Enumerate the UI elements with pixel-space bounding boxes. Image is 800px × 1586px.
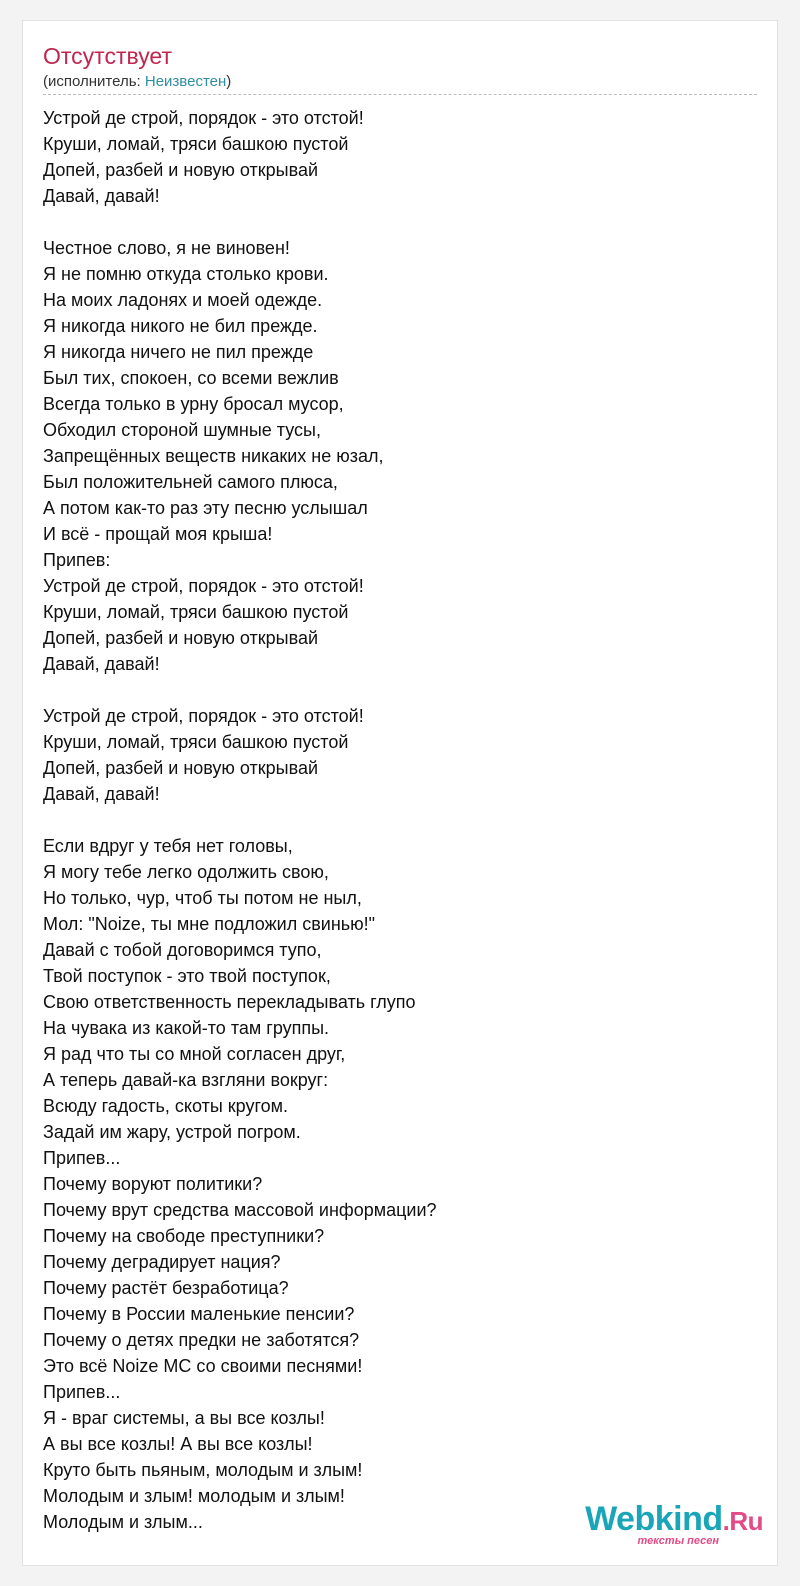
lyrics-card	[22, 20, 778, 1566]
lyrics-line: Почему воруют политики?	[43, 1174, 263, 1194]
lyrics-line: Почему растёт безработица?	[43, 1278, 289, 1298]
lyrics-line: Задай им жару, устрой погром.	[43, 1122, 301, 1142]
lyrics-line: Был тих, спокоен, со всеми вежлив	[43, 368, 339, 388]
lyrics-line: Почему деградирует нация?	[43, 1252, 281, 1272]
lyrics-line: Свою ответственность перекладывать глупо	[43, 992, 416, 1012]
logo-tld: .Ru	[722, 1506, 763, 1536]
logo-main-text: Webkind	[585, 1500, 723, 1538]
dashed-divider	[43, 94, 757, 95]
lyrics-line: Устрой де строй, порядок - это отстой!	[43, 576, 364, 596]
lyrics-line: На моих ладонях и моей одежде.	[43, 290, 323, 310]
lyrics-line: Я никогда никого не бил прежде.	[43, 316, 318, 336]
lyrics-line: Почему на свободе преступники?	[43, 1226, 325, 1246]
artist-prefix: (исполнитель:	[43, 73, 145, 90]
lyrics-text	[43, 105, 437, 1535]
lyrics-line: Молодым и злым! молодым и злым!	[43, 1486, 345, 1506]
lyrics-line: Допей, разбей и новую открывай	[43, 758, 319, 778]
lyrics-line: Устрой де строй, порядок - это отстой!	[43, 706, 364, 726]
lyrics-line: Почему врут средства массовой информации?	[43, 1200, 437, 1220]
artist-suffix: )	[226, 73, 232, 90]
lyrics-line: Давай, давай!	[43, 784, 160, 804]
lyrics-line: Честное слово, я не виновен!	[43, 238, 290, 258]
lyrics-line: А потом как-то раз эту песню услышал	[43, 498, 368, 518]
song-title: Отсутствует	[43, 43, 172, 69]
lyrics-blank-line	[43, 209, 437, 235]
lyrics-line: Я - враг системы, а вы все козлы!	[43, 1408, 325, 1428]
lyrics-line: Твой поступок - это твой поступок,	[43, 966, 331, 986]
site-logo[interactable]	[563, 1499, 763, 1547]
lyrics-line: На чувака из какой-то там группы.	[43, 1018, 330, 1038]
lyrics-line: Всюду гадость, скоты кругом.	[43, 1096, 289, 1116]
lyrics-line: Но только, чур, чтоб ты потом не ныл,	[43, 888, 362, 908]
lyrics-line: Я могу тебе легко одолжить свою,	[43, 862, 329, 882]
artist-line	[43, 72, 231, 92]
lyrics-line: Я не помню откуда столько крови.	[43, 264, 329, 284]
lyrics-line: Запрещённых веществ никаких не юзал,	[43, 446, 384, 466]
lyrics-line: Круто быть пьяным, молодым и злым!	[43, 1460, 363, 1480]
lyrics-line: Допей, разбей и новую открывай	[43, 160, 319, 180]
lyrics-line: Припев:	[43, 550, 111, 570]
lyrics-line: Давай, давай!	[43, 186, 160, 206]
lyrics-line: А теперь давай-ка взгляни вокруг:	[43, 1070, 329, 1090]
lyrics-line: Я никогда ничего не пил прежде	[43, 342, 314, 362]
lyrics-line: Почему о детях предки не заботятся?	[43, 1330, 360, 1350]
lyrics-line: Если вдруг у тебя нет головы,	[43, 836, 293, 856]
lyrics-line: Это всё Noize MC со своими песнями!	[43, 1356, 363, 1376]
lyrics-line: Круши, ломай, тряси башкою пустой	[43, 602, 349, 622]
lyrics-line: Мол: "Noize, ты мне подложил свинью!"	[43, 914, 376, 934]
lyrics-line: Молодым и злым...	[43, 1512, 203, 1532]
lyrics-line: Устрой де строй, порядок - это отстой!	[43, 108, 364, 128]
lyrics-line: Обходил стороной шумные тусы,	[43, 420, 321, 440]
lyrics-line: А вы все козлы! А вы все козлы!	[43, 1434, 313, 1454]
lyrics-line: Был положительней самого плюса,	[43, 472, 338, 492]
logo-tagline: тексты песен	[637, 1535, 719, 1547]
lyrics-blank-line	[43, 807, 437, 833]
lyrics-line: Давай, давай!	[43, 654, 160, 674]
lyrics-line: Припев...	[43, 1382, 121, 1402]
lyrics-line: Круши, ломай, тряси башкою пустой	[43, 134, 349, 154]
lyrics-line: Всегда только в урну бросал мусор,	[43, 394, 344, 414]
lyrics-line: Я рад что ты со мной согласен друг,	[43, 1044, 346, 1064]
lyrics-line: Давай с тобой договоримся тупо,	[43, 940, 322, 960]
artist-link[interactable]: Неизвестен	[144, 73, 227, 90]
lyrics-line: Допей, разбей и новую открывай	[43, 628, 319, 648]
lyrics-line: Круши, ломай, тряси башкою пустой	[43, 732, 349, 752]
lyrics-line: Припев...	[43, 1148, 121, 1168]
lyrics-line: Почему в России маленькие пенсии?	[43, 1304, 355, 1324]
lyrics-blank-line	[43, 677, 437, 703]
lyrics-line: И всё - прощай моя крыша!	[43, 524, 273, 544]
